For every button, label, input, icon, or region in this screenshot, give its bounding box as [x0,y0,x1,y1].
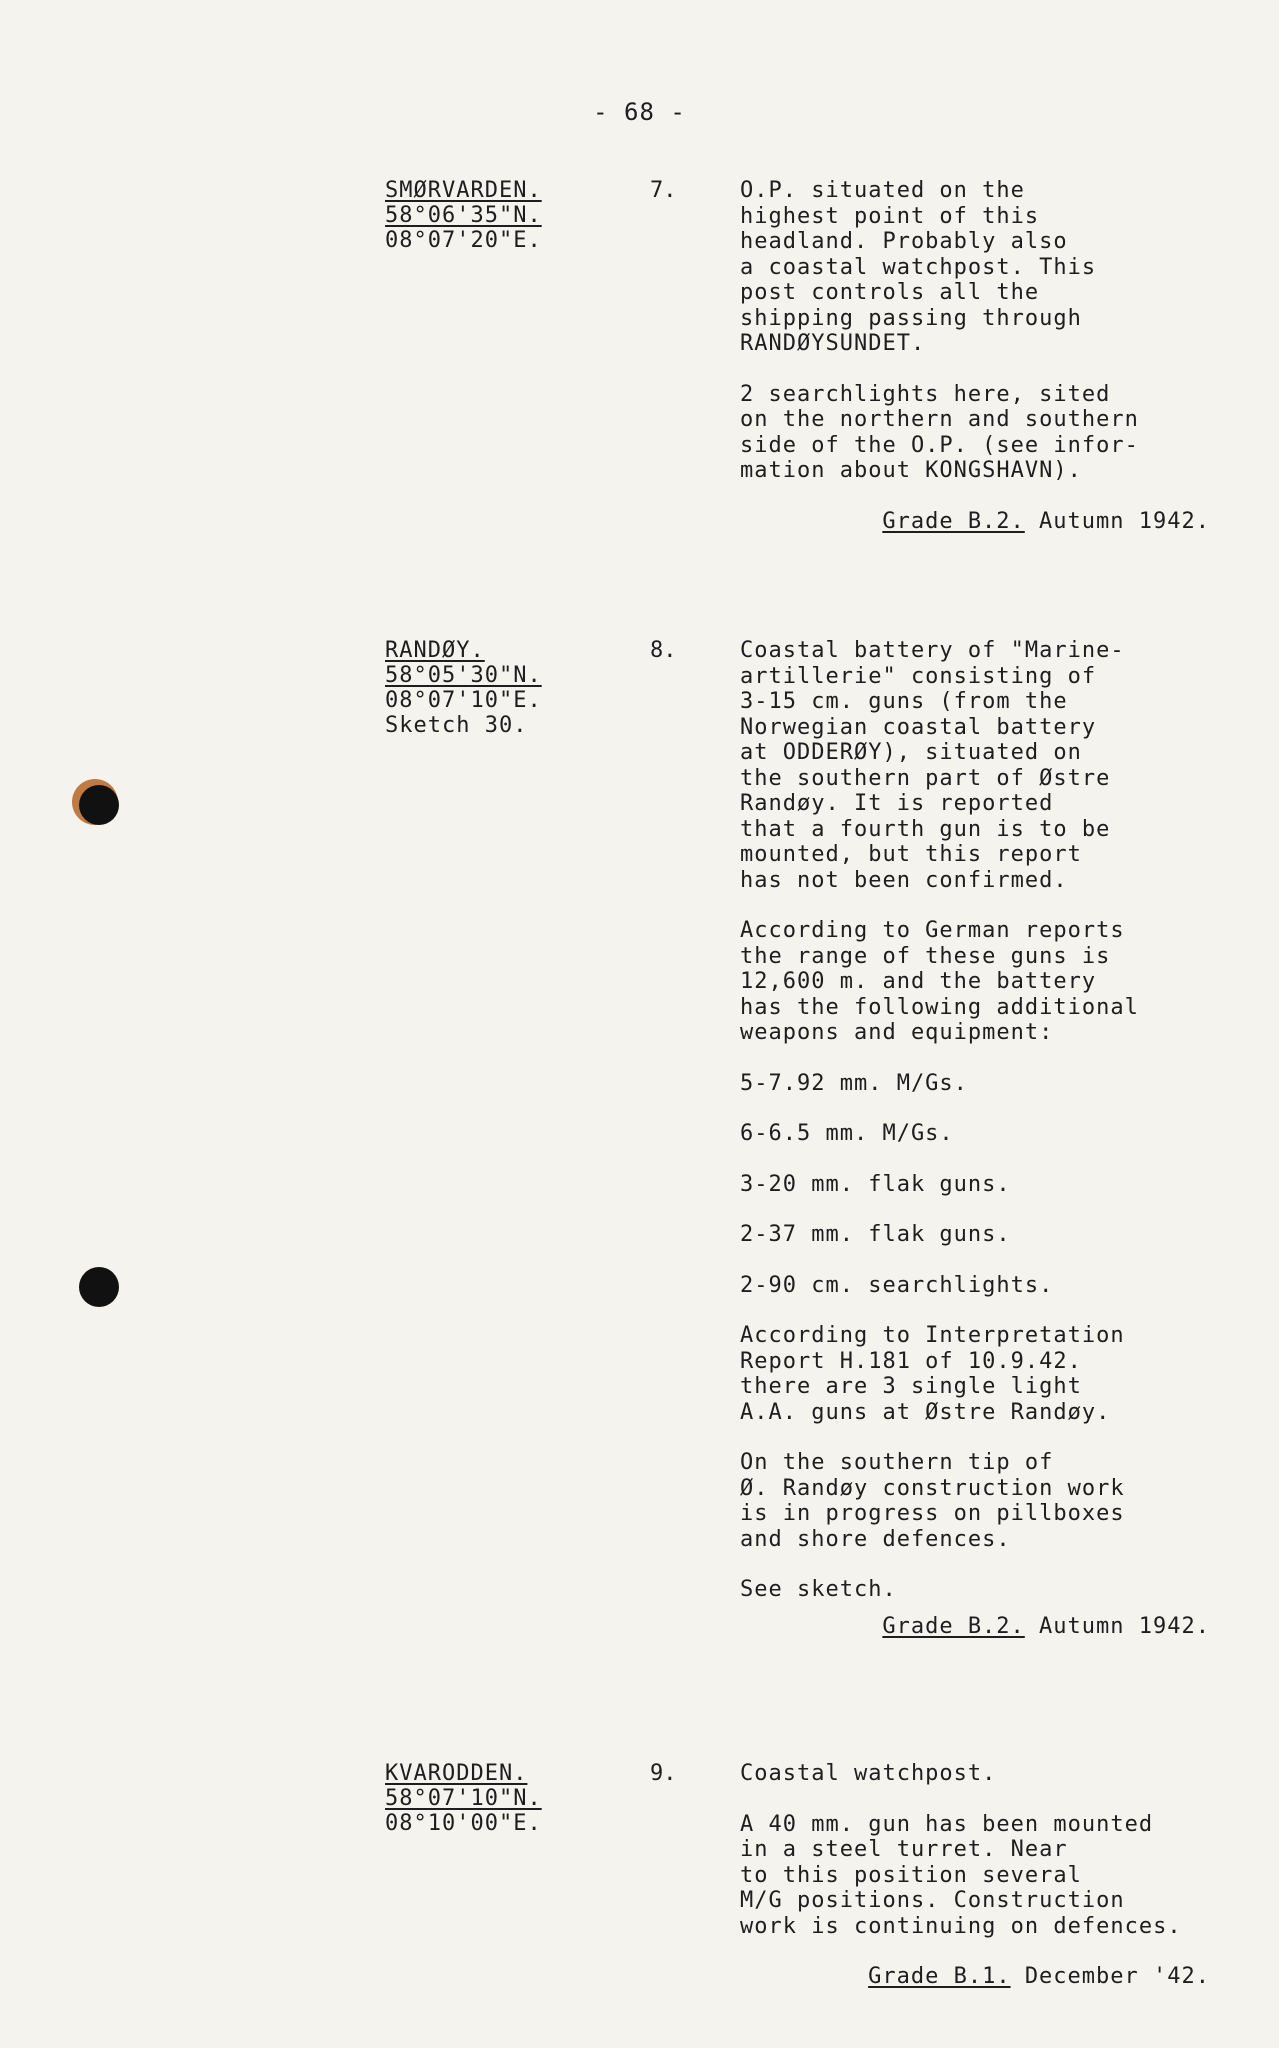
grade-label: Grade B.1. [868,1964,1011,1989]
paragraph: A 40 mm. gun has been mounted in a steel turret. Near to this position several M/G positions. Construction work is continuing on defences. [740,1811,1182,1939]
grade-date: December '42. [1024,1964,1210,1989]
location-block [385,178,595,253]
location-sketch-ref: Sketch 30. [385,713,528,738]
entry-number: 9. [650,1761,677,1786]
grade-line [740,509,1210,535]
grade-label: Grade B.2. [882,508,1025,534]
grade-line [740,1964,1210,1990]
location-block [385,1761,595,1836]
location-latitude: 58°07'10"N. [385,1786,542,1811]
equipment-item: 2-90 cm. searchlights. [740,1272,1054,1298]
equipment-item: 3-20 mm. flak guns. [740,1171,1011,1197]
entry-body [740,638,1210,1639]
location-name: KVARODDEN. [385,1761,528,1786]
paragraph: According to Interpretation Report H.181 of 10.9.42. there are 3 single light A.A. guns at Østre Randøy. [740,1323,1125,1425]
grade-label: Grade B.2. [882,1613,1025,1639]
location-latitude: 58°05'30"N. [385,663,542,688]
paragraph: 2 searchlights here, sited on the northern and southern side of the O.P. (see infor- mation about KONGSHAVN). [740,381,1139,483]
entry-body [740,178,1210,534]
paragraph: See sketch. [740,1577,897,1602]
location-block [385,638,595,738]
equipment-item: 5-7.92 mm. M/Gs. [740,1070,968,1096]
location-name: RANDØY. [385,638,485,663]
entry-number: 7. [650,178,677,203]
paragraph: According to German reports the range of these guns is 12,600 m. and the battery has the following additional weapons and equipment: [740,918,1139,1045]
paragraph: Coastal battery of "Marine- artillerie" consisting of 3-15 cm. guns (from the Norwegian coastal battery at ODDERØY), situated on the southern part of Østre Randøy. It is reported that a fourth gun is to be mounted, but this report has not been confirmed. [740,638,1125,893]
paragraph: Coastal watchpost. [740,1761,997,1786]
location-longitude: 08°07'10"E. [385,688,542,713]
equipment-item: 6-6.5 mm. M/Gs. [740,1121,954,1146]
punch-hole-lower [79,1267,119,1307]
grade-date: Autumn 1942. [1039,508,1210,534]
entry-body [740,1761,1210,1990]
grade-date: Autumn 1942. [1039,1613,1210,1639]
location-name: SMØRVARDEN. [385,178,542,203]
grade-line [740,1614,1210,1640]
paragraph: On the southern tip of Ø. Randøy construction work is in progress on pillboxes and shore defences. [740,1450,1125,1552]
location-longitude: 08°10'00"E. [385,1811,542,1836]
location-latitude: 58°06'35"N. [385,203,542,228]
equipment-item: 2-37 mm. flak guns. [740,1222,1011,1247]
page-number: - 68 - [593,98,686,126]
entry-number: 8. [650,638,677,663]
punch-hole-upper [79,785,119,825]
location-longitude: 08°07'20"E. [385,228,542,253]
paragraph: O.P. situated on the highest point of this headland. Probably also a coastal watchpost. This post controls all the shipping passing through RANDØYSUNDET. [740,178,1097,356]
